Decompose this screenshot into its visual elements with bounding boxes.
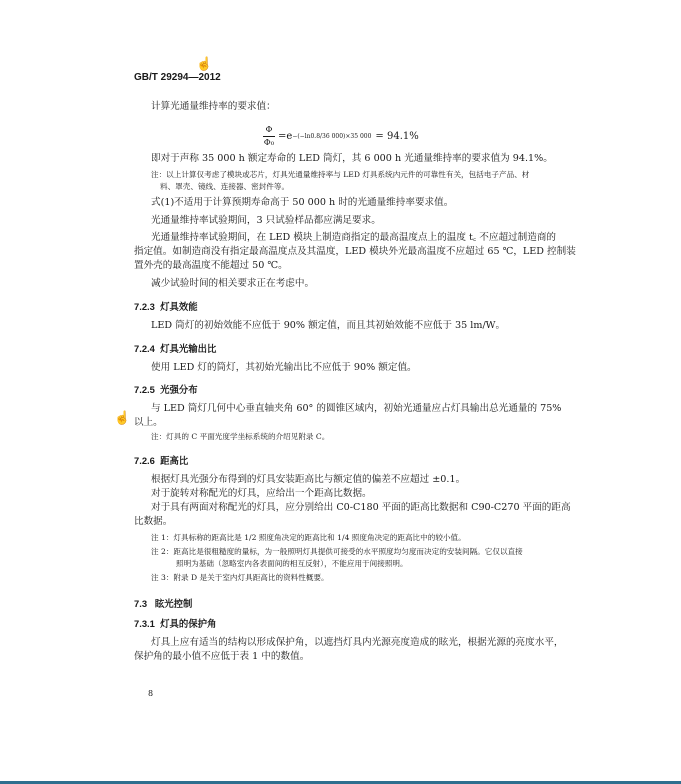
note-line: 注 3：附录 D 是关于室内灯具距高比的资料性概要。: [151, 573, 329, 582]
section-number: 7.2.5: [134, 384, 155, 395]
paragraph: 光通量维持率试验期间，3 只试验样品都应满足要求。: [151, 215, 381, 226]
paragraph: 即对于声称 35 000 h 额定寿命的 LED 筒灯，其 6 000 h 光通量维持率的要求值为 94.1%。: [151, 153, 553, 164]
formula-fraction: [263, 125, 275, 148]
paragraph: 比数据。: [134, 516, 173, 527]
hand-pointer-icon: ☝: [114, 411, 131, 426]
note-line: 料、罩壳、镜线、连接器、密封件等。: [160, 182, 290, 191]
section-heading-7-3: [134, 596, 192, 610]
section-title: 距高比: [160, 455, 189, 466]
section-heading-7-3-1: [134, 616, 216, 630]
paragraph: 光通量维持率试验期间，在 LED 模块上制造商指定的最高温度点上的温度 t꜀ 不应超过制造商的: [151, 232, 557, 243]
paragraph: 灯具上应有适当的结构以形成保护角，以遮挡灯具内光源亮度造成的眩光，根据光源的亮度水平，: [151, 637, 564, 648]
paragraph: 以上。: [134, 417, 163, 428]
formula-result: = 94.1%: [375, 131, 419, 142]
paragraph: 保护角的最小值不应低于表 1 中的数值。: [134, 651, 310, 662]
formula-base: e: [286, 131, 293, 142]
section-heading-7-2-6: [134, 453, 188, 467]
paragraph: LED 筒灯的初始效能不应低于 90% 额定值，而且其初始效能不应低于 35 lm/W。: [151, 320, 506, 331]
section-number: 7.3: [134, 598, 148, 609]
section-number: 7.2.4: [134, 343, 155, 354]
section-heading-7-2-4: [134, 341, 216, 355]
hand-pointer-icon: ☝: [196, 57, 213, 72]
section-title: 灯具的保护角: [160, 618, 217, 629]
paragraph: 式(1)不适用于计算预期寿命高于 50 000 h 时的光通量维持率要求值。: [151, 197, 454, 208]
paragraph: 减少试验时间的相关要求正在考虑中。: [151, 278, 315, 289]
paragraph: 根据灯具光强分布得到的灯具安装距高比与额定值的偏差不应超过 ±0.1。: [151, 474, 466, 485]
note-line: 注 1：灯具标称的距高比是 1/2 照度角决定的距高比和 1/4 照度角决定的距高比中的较小值。: [151, 533, 466, 542]
paragraph: 指定值。如制造商没有指定最高温度点及其温度，LED 模块外光最高温度不应超过 65 ℃，LED 控制装: [134, 246, 576, 257]
section-title: 灯具光输出比: [160, 343, 217, 354]
section-heading-7-2-3: [134, 299, 198, 313]
section-number: 7.2.3: [134, 301, 155, 312]
note-line: 注：灯具的 C 平面光度学坐标系统的介绍见附录 C。: [151, 432, 330, 441]
paragraph: 对于具有两面对称配光的灯具，应分别给出 C0-C180 平面的距高比数据和 C90-C270 平面的距高: [151, 502, 571, 513]
paragraph: 与 LED 筒灯几何中心垂直轴夹角 60° 的圆锥区域内，初始光通量应占灯具输出总光通量的 75%: [151, 403, 562, 414]
section-title: 眩光控制: [154, 598, 193, 609]
section-number: 7.3.1: [134, 618, 155, 629]
section-number: 7.2.6: [134, 455, 155, 466]
formula-exponent: −(−ln0.8/36 000)×35 000: [292, 133, 372, 140]
section-title: 灯具效能: [160, 301, 198, 312]
note-line: 注：以上计算仅考虑了模块或芯片，灯具光通量维持率与 LED 灯具系统内元件的可靠性有关，包括电子产品、材: [151, 170, 530, 179]
note-line: 注 2：距高比是很粗糙度的量标，为一般照明灯具提供可接受的水平照度均匀度而决定的安装间隔。它仅以直接: [151, 547, 523, 556]
section-title: 光强分布: [160, 384, 198, 395]
section-heading-7-2-5: [134, 382, 198, 396]
paragraph: 对于旋转对称配光的灯具，应给出一个距高比数据。: [151, 488, 372, 499]
formula: $\frac{\Phi}{\text{Φ₀}}$ = e −(−ln0.8/36 000)×35 000 = 94.1%: [263, 125, 419, 148]
calc-intro: 计算光通量维持率的要求值：: [151, 101, 276, 112]
paragraph: 置外壳的最高温度不能超过 50 ℃。: [134, 260, 288, 271]
paragraph: 使用 LED 灯的筒灯，其初始光输出比不应低于 90% 额定值。: [151, 362, 417, 373]
formula-numerator: Φ: [265, 125, 273, 135]
standard-code: GB/T 29294—2012: [134, 72, 221, 83]
page-number: 8: [148, 689, 154, 698]
formula-denominator: Φ₀: [263, 138, 275, 148]
note-line: 照明为基础（忽略室内各表面间的相互反射），不能应用于间接照明。: [176, 559, 408, 568]
